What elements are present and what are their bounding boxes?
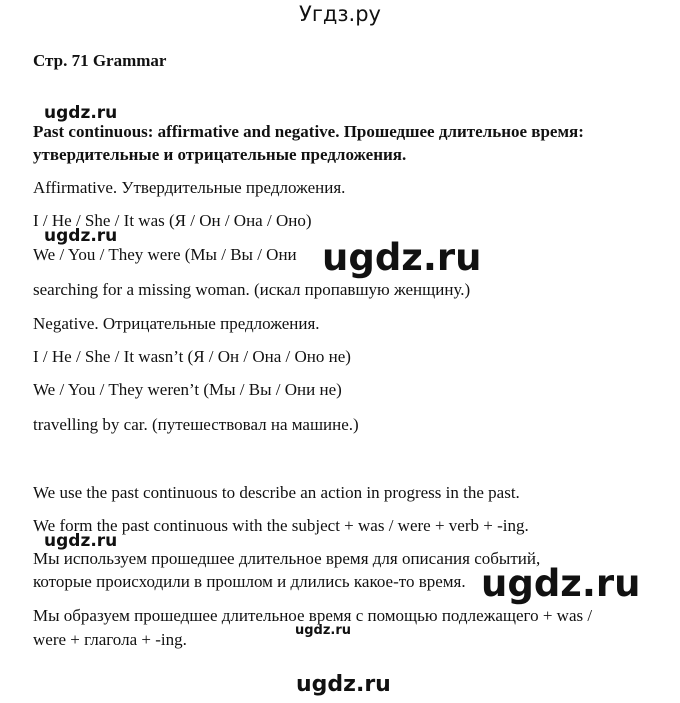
watermark: ugdz.ru: [44, 531, 118, 551]
negative-line-3: travelling by car. (путешествовал на машине.): [33, 415, 359, 434]
affirmative-label: Affirmative. Утвердительные предложения.: [33, 178, 346, 197]
watermark: ugdz.ru: [322, 236, 482, 279]
watermark: ugdz.ru: [295, 623, 352, 638]
watermark: ugdz.ru: [44, 103, 118, 123]
page-heading: Стр. 71 Grammar: [33, 51, 167, 70]
rule-ru-2-line-2: were + глагола + -ing.: [33, 630, 187, 649]
affirmative-line-1: I / He / She / It was (Я / Он / Она / Оно): [33, 211, 312, 230]
section-title-line-1: Past continuous: affirmative and negative. Прошедшее длительное время:: [33, 122, 584, 141]
negative-line-1: I / He / She / It wasn’t (Я / Он / Она / Оно не): [33, 347, 351, 366]
section-title-line-2: утвердительные и отрицательные предложения.: [33, 145, 407, 164]
rule-en-2: We form the past continuous with the subject + was / were + verb + -ing.: [33, 516, 529, 535]
affirmative-line-3: searching for a missing woman. (искал пропавшую женщину.): [33, 280, 471, 299]
watermark: ugdz.ru: [44, 226, 118, 246]
negative-line-2: We / You / They weren’t (Мы / Вы / Они не): [33, 380, 342, 399]
rule-ru-1-line-2: которые происходили в прошлом и длились какое-то время.: [33, 572, 466, 591]
rule-en-1: We use the past continuous to describe an action in progress in the past.: [33, 483, 520, 502]
rule-ru-1-line-1: Мы используем прошедшее длительное время для описания событий,: [33, 549, 541, 568]
negative-label: Negative. Отрицательные предложения.: [33, 314, 320, 333]
watermark: ugdz.ru: [481, 562, 641, 605]
affirmative-line-2: We / You / They were (Мы / Вы / Они: [33, 245, 297, 264]
site-title: Угдз.ру: [299, 2, 381, 26]
rule-ru-2-line-1: Мы образуем прошедшее длительное время с помощью подлежащего + was /: [33, 606, 593, 625]
watermark: ugdz.ru: [296, 672, 391, 697]
